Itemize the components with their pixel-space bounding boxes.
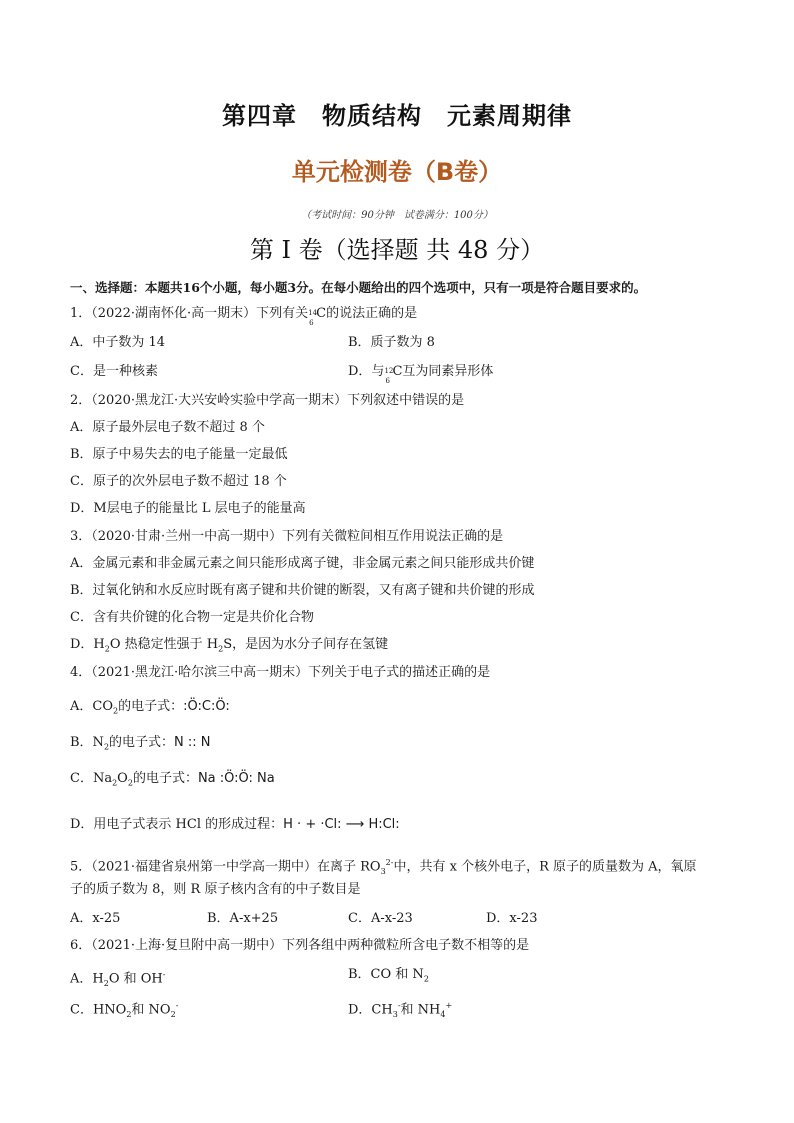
q6-option-c: C．$HNO_2$和 $NO_2^-$ — [70, 1001, 179, 1019]
q5-option-b: B．A-x+25 — [207, 911, 279, 926]
isotope-14c: 14 6 — [308, 308, 318, 327]
co2-electron-formula: :Ö:C:Ö: — [183, 699, 230, 714]
q1-option-a: A．中子数为 14 — [70, 335, 166, 350]
instructions: 一、选择题：本题共16个小题，每小题3分。在每小题给出的四个选项中，只有一项是符合题目要求的。 — [70, 280, 647, 295]
q3-option-c: C．含有共价键的化合物一定是共价化合物 — [70, 610, 314, 625]
q4-option-d: D．用电子式表示 HCl 的形成过程：H · + ·Cl: ⟶ H:Cl: — [70, 817, 400, 832]
chapter-title: 第四章 物质结构 元素周期律 — [222, 102, 572, 130]
q2-option-a: A．原子最外层电子数不超过 8 个 — [70, 420, 265, 435]
q4-option-a: A．$CO_2$的电子式：:Ö:C:Ö: — [70, 699, 230, 716]
n2-electron-formula: N :: N — [174, 735, 211, 750]
question-5-stem-line2: 子的质子数为 8，则 R 原子核内含有的中子数目是 — [70, 882, 361, 897]
q6-option-a: A．$H_2O$ 和 OH- — [70, 970, 166, 988]
question-5-stem-line1: 5．（2021·福建省泉州第一中学高一期中）在离子 $RO_3^{2-}$中，共有 x 个核外电子，R 原子的质量数为 A，氧原 — [70, 858, 697, 876]
q3-option-a: A．金属元素和非金属元素之间只能形成离子键，非金属元素之间只能形成共价键 — [70, 556, 535, 571]
unit-test-subtitle: 单元检测卷（B卷） — [291, 158, 503, 186]
q3-option-b: B．过氧化钠和水反应时既有离子键和共价键的断裂，又有离子键和共价键的形成 — [70, 583, 535, 598]
q1-option-b: B．质子数为 8 — [348, 335, 435, 350]
q6-option-b: B．CO 和 $N_2$ — [348, 967, 429, 984]
q2-option-c: C．原子的次外层电子数不超过 18 个 — [70, 474, 287, 489]
q5-option-d: D．x-23 — [486, 911, 538, 926]
q3-option-d: D．$H_2O$ 热稳定性强于 $H_2S$，是因为水分子间存在氢键 — [70, 637, 389, 654]
q5-option-c: C．A-x-23 — [348, 911, 413, 926]
q4-option-c: C．$Na_2O_2$的电子式：Na :Ö:Ö: Na — [70, 771, 275, 788]
q2-option-d: D．M层电子的能量比 L 层电子的能量高 — [70, 501, 306, 516]
na2o2-electron-formula: Na :Ö:Ö: Na — [197, 771, 275, 786]
q1-option-d: D．与 12 6 C互为同素异形体 — [348, 364, 494, 385]
q1-option-c: C．是一种核素 — [70, 364, 158, 379]
question-1-stem: 1．（2022·湖南怀化·高一期末）下列有关 14 6 C的说法正确的是 — [70, 306, 418, 327]
question-2-stem: 2．（2020·黑龙江·大兴安岭实验中学高一期末）下列叙述中错误的是 — [70, 393, 465, 408]
question-4-stem: 4．（2021·黑龙江·哈尔滨三中高一期末）下列关于电子式的描述正确的是 — [70, 665, 491, 680]
q2-option-b: B．原子中易失去的电子能量一定最低 — [70, 447, 288, 462]
question-3-stem: 3．（2020·甘肃·兰州一中高一期中）下列有关微粒间相互作用说法正确的是 — [70, 529, 504, 544]
section-title: 第 I 卷（选择题 共 48 分） — [249, 236, 545, 264]
q4-option-b: B．$N_2$的电子式：N :: N — [70, 735, 211, 752]
isotope-12c: 12 6 — [384, 366, 394, 385]
q6-option-d: D．$CH_3^-$和 $NH_4^+$ — [348, 1001, 453, 1019]
question-6-stem: 6．（2021·上海·复旦附中高一期中）下列各组中两种微粒所含电子数不相等的是 — [70, 938, 530, 953]
hcl-formation-formula: H · + ·Cl: ⟶ H:Cl: — [283, 817, 400, 832]
exam-info: （考试时间：90分钟 试卷满分：100分） — [301, 210, 493, 221]
q5-option-a: A．x-25 — [70, 911, 121, 926]
